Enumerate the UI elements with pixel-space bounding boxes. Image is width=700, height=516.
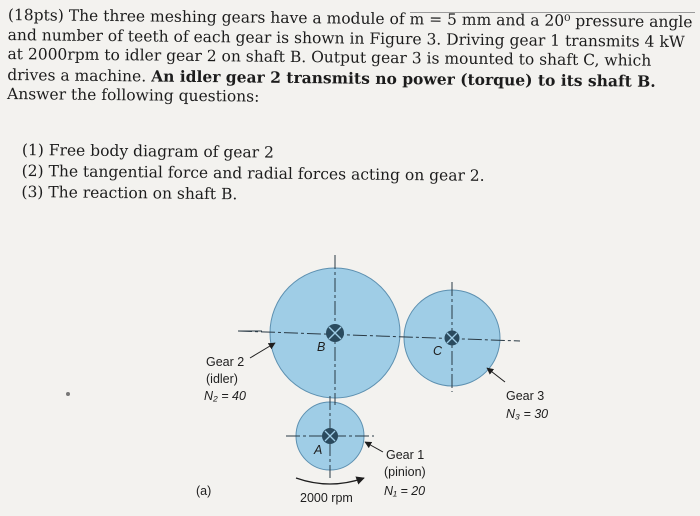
gear-3-name: Gear 3 [506, 389, 545, 403]
question-1: (1) Free body diagram of gear 2 [21, 140, 275, 162]
gear-3-teeth: N₃ = 30 [506, 407, 549, 421]
speed-label: 2000 rpm [300, 491, 353, 505]
shaft-b-icon [326, 324, 344, 342]
figure-part-label: (a) [196, 484, 212, 498]
problem-intro: The three meshing gears have a module of m = 5 mm and a 20⁰ pressure angle and number of teeth of each gear is shown in Figure 3. Driving gear 1 transmits 4 kW at 2000rpm to idler gear 2 on shaft B. Output gear 3 is mounted to shaft C, which drives a machine. [7, 6, 693, 85]
gear-3-arrow [487, 368, 505, 382]
gear-2-arrow [250, 343, 275, 358]
gear-1-arrow [365, 442, 383, 452]
problem-outro: Answer the following questions: [6, 84, 260, 106]
gear-2-teeth: N₂ = 40 [204, 389, 246, 403]
problem-emphasis: An idler gear 2 transmits no power (torque) to its shaft B. [151, 66, 656, 91]
question-2: (2) The tangential force and radial forces acting on gear 2. [21, 161, 485, 185]
shaft-c-label: C [433, 344, 443, 358]
gear-2-name: Gear 2 [206, 355, 245, 369]
shaft-c-icon [445, 331, 460, 346]
gear-1-name: Gear 1 [386, 448, 425, 462]
gear-1-role: (pinion) [384, 465, 426, 479]
gear-1-teeth: N₁ = 20 [384, 484, 426, 498]
question-3: (3) The reaction on shaft B. [21, 182, 238, 204]
shaft-a-label: A [314, 443, 323, 457]
shaft-a-icon [322, 428, 338, 444]
rotation-arrow [296, 478, 364, 484]
points-label: (18pts) [7, 6, 64, 25]
shaft-b-label: B [317, 340, 326, 354]
gear-2-role: (idler) [206, 372, 238, 386]
